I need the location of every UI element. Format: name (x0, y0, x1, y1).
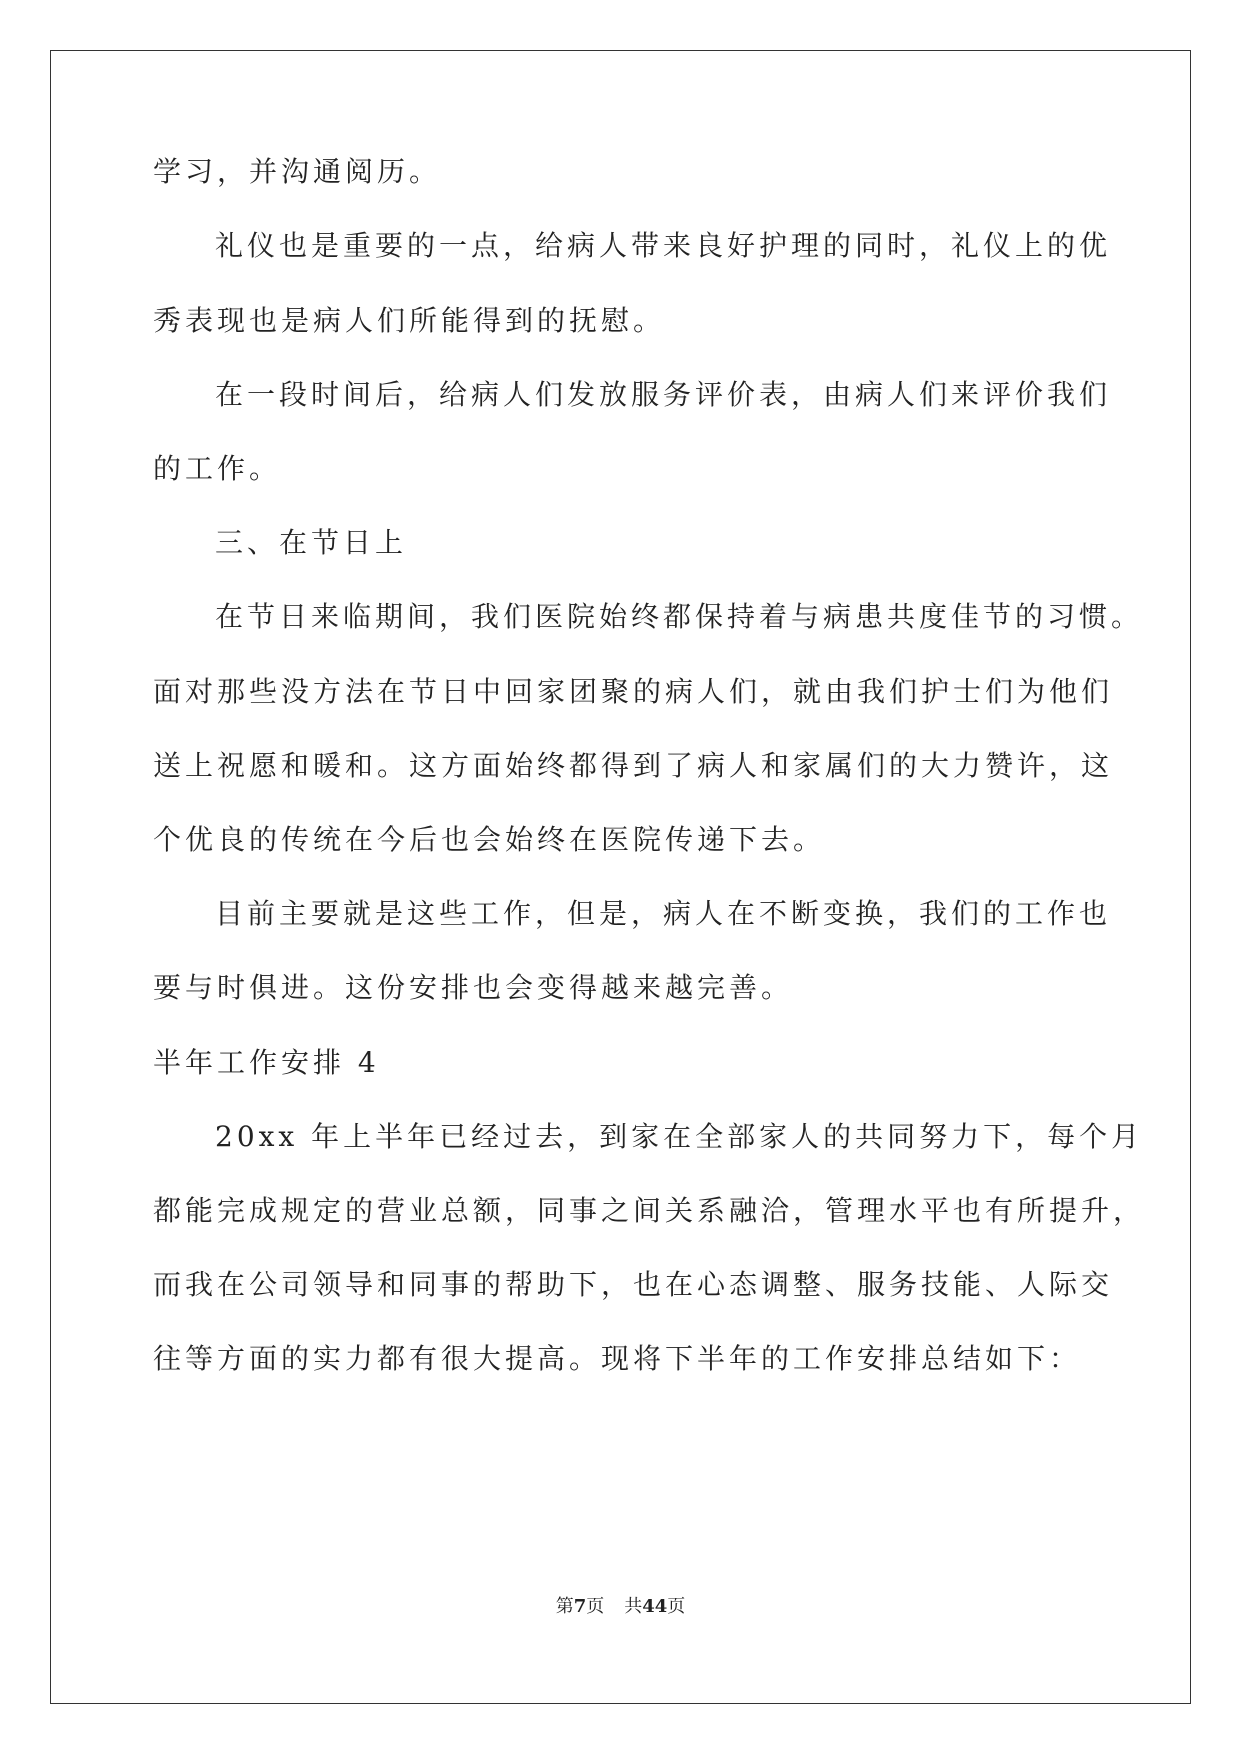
page-prefix: 第 (555, 1596, 574, 1617)
text-line: 在一段时间后，给病人们发放服务评价表，由病人们来评价我们 (215, 378, 1112, 411)
page-suffix: 页 (586, 1596, 605, 1617)
text-line: 送上祝愿和暖和。这方面始终都得到了病人和家属们的大力赞许，这 (153, 749, 1114, 782)
text-line: 在节日来临期间，我们医院始终都保持着与病患共度佳节的习惯。 (215, 600, 1144, 633)
page-footer (0, 1595, 1241, 1619)
total-pages: 44 (642, 1596, 668, 1617)
total-prefix: 共 (624, 1596, 643, 1617)
text-line: 的工作。 (153, 452, 282, 485)
text-line: 20xx 年上半年已经过去，到家在全部家人的共同努力下，每个月 (215, 1120, 1144, 1153)
text-line: 礼仪也是重要的一点，给病人带来良好护理的同时，礼仪上的优 (215, 229, 1112, 262)
document-title: 半年工作安排 4 (153, 1046, 380, 1079)
text-line: 面对那些没方法在节日中回家团聚的病人们，就由我们护士们为他们 (153, 675, 1114, 708)
page-border (50, 50, 1191, 1704)
text-line: 学习，并沟通阅历。 (153, 155, 442, 188)
section-heading: 三、在节日上 (215, 526, 408, 559)
page-number: 7 (573, 1596, 587, 1617)
text-line: 个优良的传统在今后也会始终在医院传递下去。 (153, 823, 826, 856)
text-line: 要与时俱进。这份安排也会变得越来越完善。 (153, 971, 794, 1004)
text-line: 秀表现也是病人们所能得到的抚慰。 (153, 304, 666, 337)
total-suffix: 页 (667, 1596, 686, 1617)
text-line: 往等方面的实力都有很大提高。现将下半年的工作安排总结如下： (153, 1342, 1082, 1375)
text-line: 而我在公司领导和同事的帮助下，也在心态调整、服务技能、人际交 (153, 1268, 1114, 1301)
text-line: 都能完成规定的营业总额，同事之间关系融洽，管理水平也有所提升， (153, 1194, 1146, 1227)
text-line: 目前主要就是这些工作，但是，病人在不断变换，我们的工作也 (215, 897, 1112, 930)
